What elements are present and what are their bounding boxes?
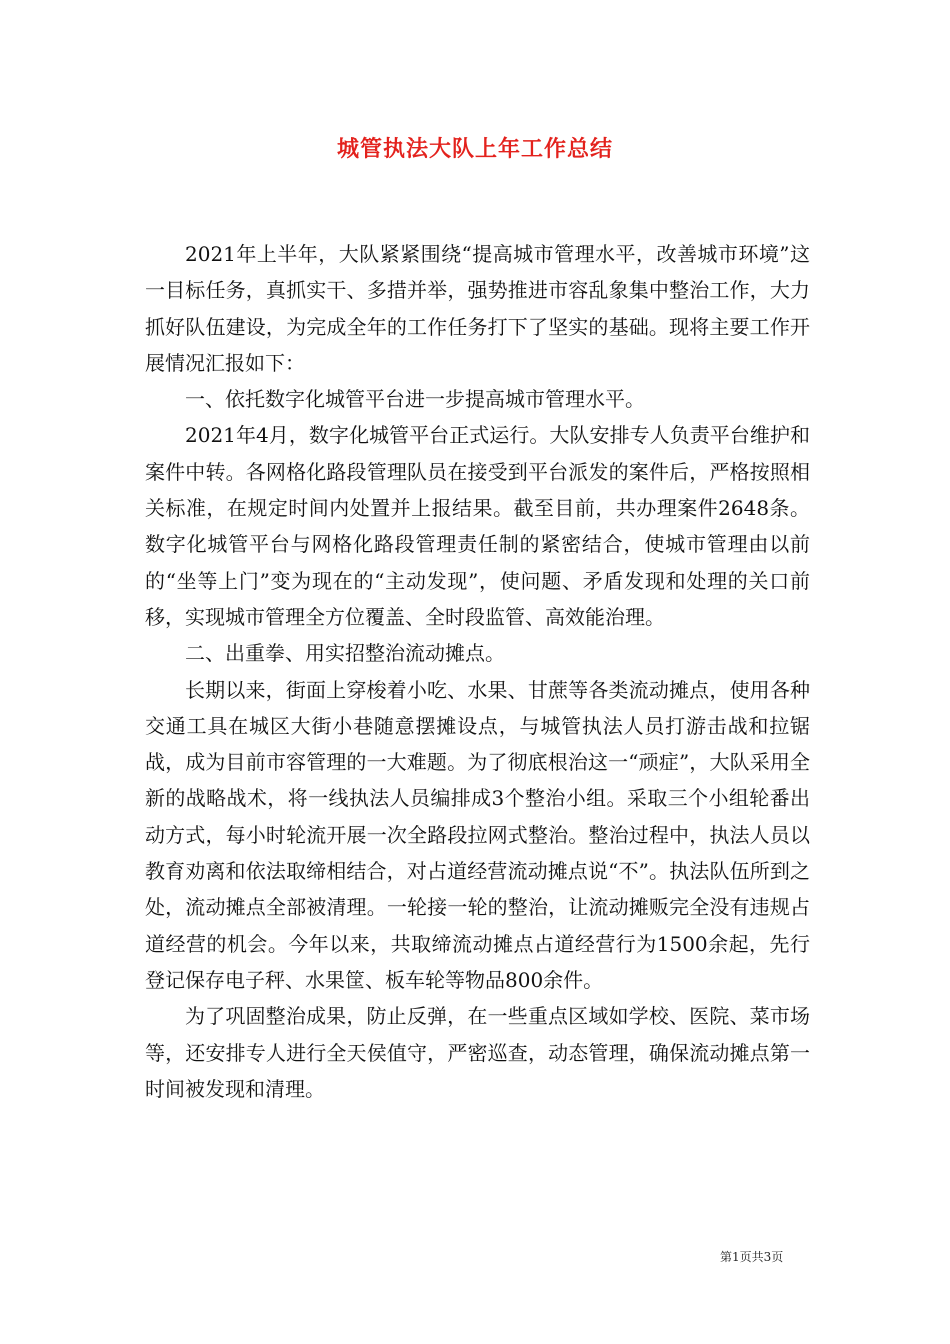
page-number-footer: 第1页共3页 bbox=[720, 1250, 784, 1264]
document-body bbox=[145, 236, 810, 1107]
document-title: 城管执法大队上年工作总结 bbox=[336, 136, 613, 162]
section-heading-2: 二、出重拳、用实招整治流动摊点。 bbox=[185, 641, 505, 666]
paragraph-digital-platform: 2021年4月，数字化城管平台正式运行。大队安排专人负责平台维护和案件中转。各网格化路段管理队员在接受到平台派发的案件后，严格按照相关标准，在规定时间内处置并上报结果。截至目前，共办理案件2648条。数字化城管平台与网格化路段管理责任制的紧密结合，使城市管理由以前的“坐等上门”变为现在的“主动发现”，使问题、矛盾发现和处理的关口前移，实现城市管理全方位覆盖、全时段监管、高效能治理。 bbox=[145, 423, 810, 629]
section-heading-1: 一、依托数字化城管平台进一步提高城市管理水平。 bbox=[185, 387, 645, 412]
paragraph-intro: 2021年上半年，大队紧紧围绕“提高城市管理水平，改善城市环境”这一目标任务，真抓实干、多措并举，强势推进市容乱象集中整治工作，大力抓好队伍建设，为完成全年的工作任务打下了坚实的基础。现将主要工作开展情况汇报如下： bbox=[145, 242, 810, 375]
paragraph-consolidation: 为了巩固整治成果，防止反弹，在一些重点区域如学校、医院、菜市场等，还安排专人进行全天侯值守，严密巡查，动态管理，确保流动摊点第一时间被发现和清理。 bbox=[145, 1004, 810, 1101]
paragraph-street-vendors: 长期以来，街面上穿梭着小吃、水果、甘蔗等各类流动摊点，使用各种交通工具在城区大街小巷随意摆摊设点，与城管执法人员打游击战和拉锯战，成为目前市容管理的一大难题。为了彻底根治这一“顽症”，大队采用全新的战略战术，将一线执法人员编排成3个整治小组。采取三个小组轮番出动方式，每小时轮流开展一次全路段拉网式整治。整治过程中，执法人员以教育劝离和依法取缔相结合，对占道经营流动摊点说“不”。执法队伍所到之处，流动摊点全部被清理。一轮接一轮的整治，让流动摊贩完全没有违规占道经营的机会。今年以来，共取缔流动摊点占道经营行为1500余起，先行登记保存电子秤、水果筐、板车轮等物品800余件。 bbox=[145, 677, 810, 992]
